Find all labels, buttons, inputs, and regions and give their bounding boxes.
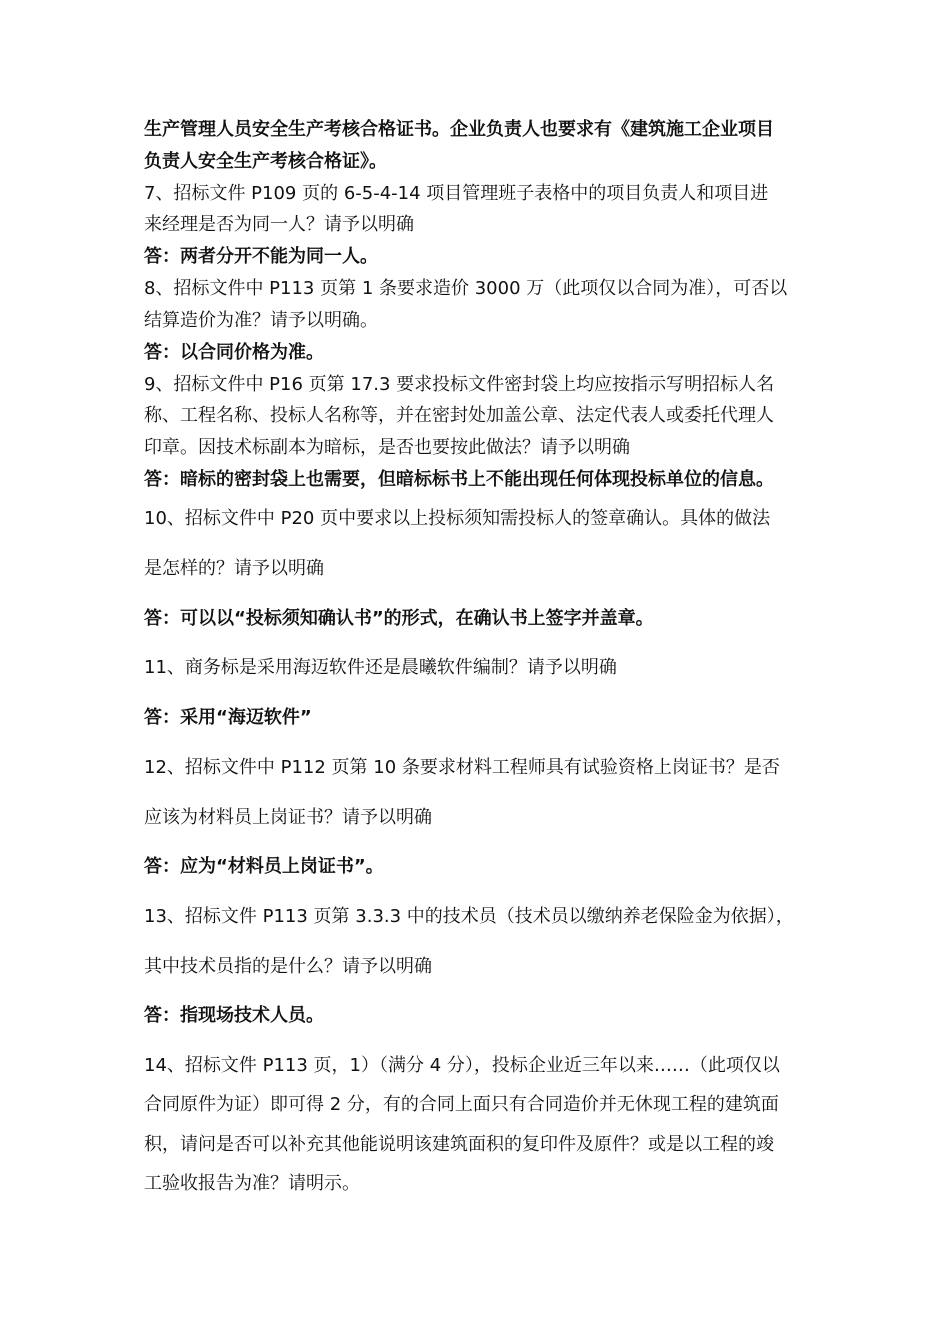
answer-12: 答：应为“材料员上岗证书”。 [144,856,384,877]
question-11: 11、商务标是采用海迈软件还是晨曦软件编制？请予以明确 [144,657,617,678]
text-line: 负责人安全生产考核合格证》。 [144,151,387,172]
question-9-line-1: 9、招标文件中 P16 页第 17.3 要求投标文件密封袋上均应按指示写明招标人名 [144,374,775,395]
answer-7: 答：两者分开不能为同一人。 [144,246,378,267]
question-14-line-1: 14、招标文件 P113 页，1）（满分 4 分），投标企业近三年以来……（此项仅以 [144,1055,780,1076]
question-14-line-3: 积，请问是否可以补充其他能说明该建筑面积的复印件及原件？或是以工程的竣 [144,1134,774,1155]
answer-11: 答：采用“海迈软件” [144,707,312,728]
question-10-line-1: 10、招标文件中 P20 页中要求以上投标须知需投标人的签章确认。具体的做法 [144,508,771,529]
question-9-line-2: 称、工程名称、投标人名称等，并在密封处加盖公章、法定代表人或委托代理人 [144,405,774,426]
question-8-line-1: 8、招标文件中 P113 页第 1 条要求造价 3000 万（此项仅以合同为准），可否以 [144,278,788,299]
answer-10: 答：可以以“投标须知确认书”的形式，在确认书上签字并盖章。 [144,608,654,629]
answer-8: 答：以合同价格为准。 [144,342,324,363]
question-12-line-1: 12、招标文件中 P112 页第 10 条要求材料工程师具有试验资格上岗证书？是否 [144,757,780,778]
question-10-line-2: 是怎样的？请予以明确 [144,558,324,579]
question-9-line-3: 印章。因技术标副本为暗标，是否也要按此做法？请予以明确 [144,437,630,458]
text-line: 生产管理人员安全生产考核合格证书。企业负责人也要求有《建筑施工企业项目 [144,119,774,140]
answer-13: 答：指现场技术人员。 [144,1005,324,1026]
question-8-line-2: 结算造价为准？请予以明确。 [144,310,378,331]
question-14-line-4: 工验收报告为准？请明示。 [144,1173,360,1194]
question-12-line-2: 应该为材料员上岗证书？请予以明确 [144,807,432,828]
question-14-line-2: 合同原件为证）即可得 2 分，有的合同上面只有合同造价并无休现工程的建筑面 [144,1094,779,1115]
answer-9: 答：暗标的密封袋上也需要，但暗标标书上不能出现任何体现投标单位的信息。 [144,469,774,490]
question-13-line-2: 其中技术员指的是什么？请予以明确 [144,956,432,977]
question-7-line-2: 来经理是否为同一人？请予以明确 [144,214,414,235]
question-13-line-1: 13、招标文件 P113 页第 3.3.3 中的技术员（技术员以缴纳养老保险金为依据）， [144,906,794,927]
question-7-line-1: 7、招标文件 P109 页的 6-5-4-14 项目管理班子表格中的项目负责人和项目进 [144,183,769,204]
